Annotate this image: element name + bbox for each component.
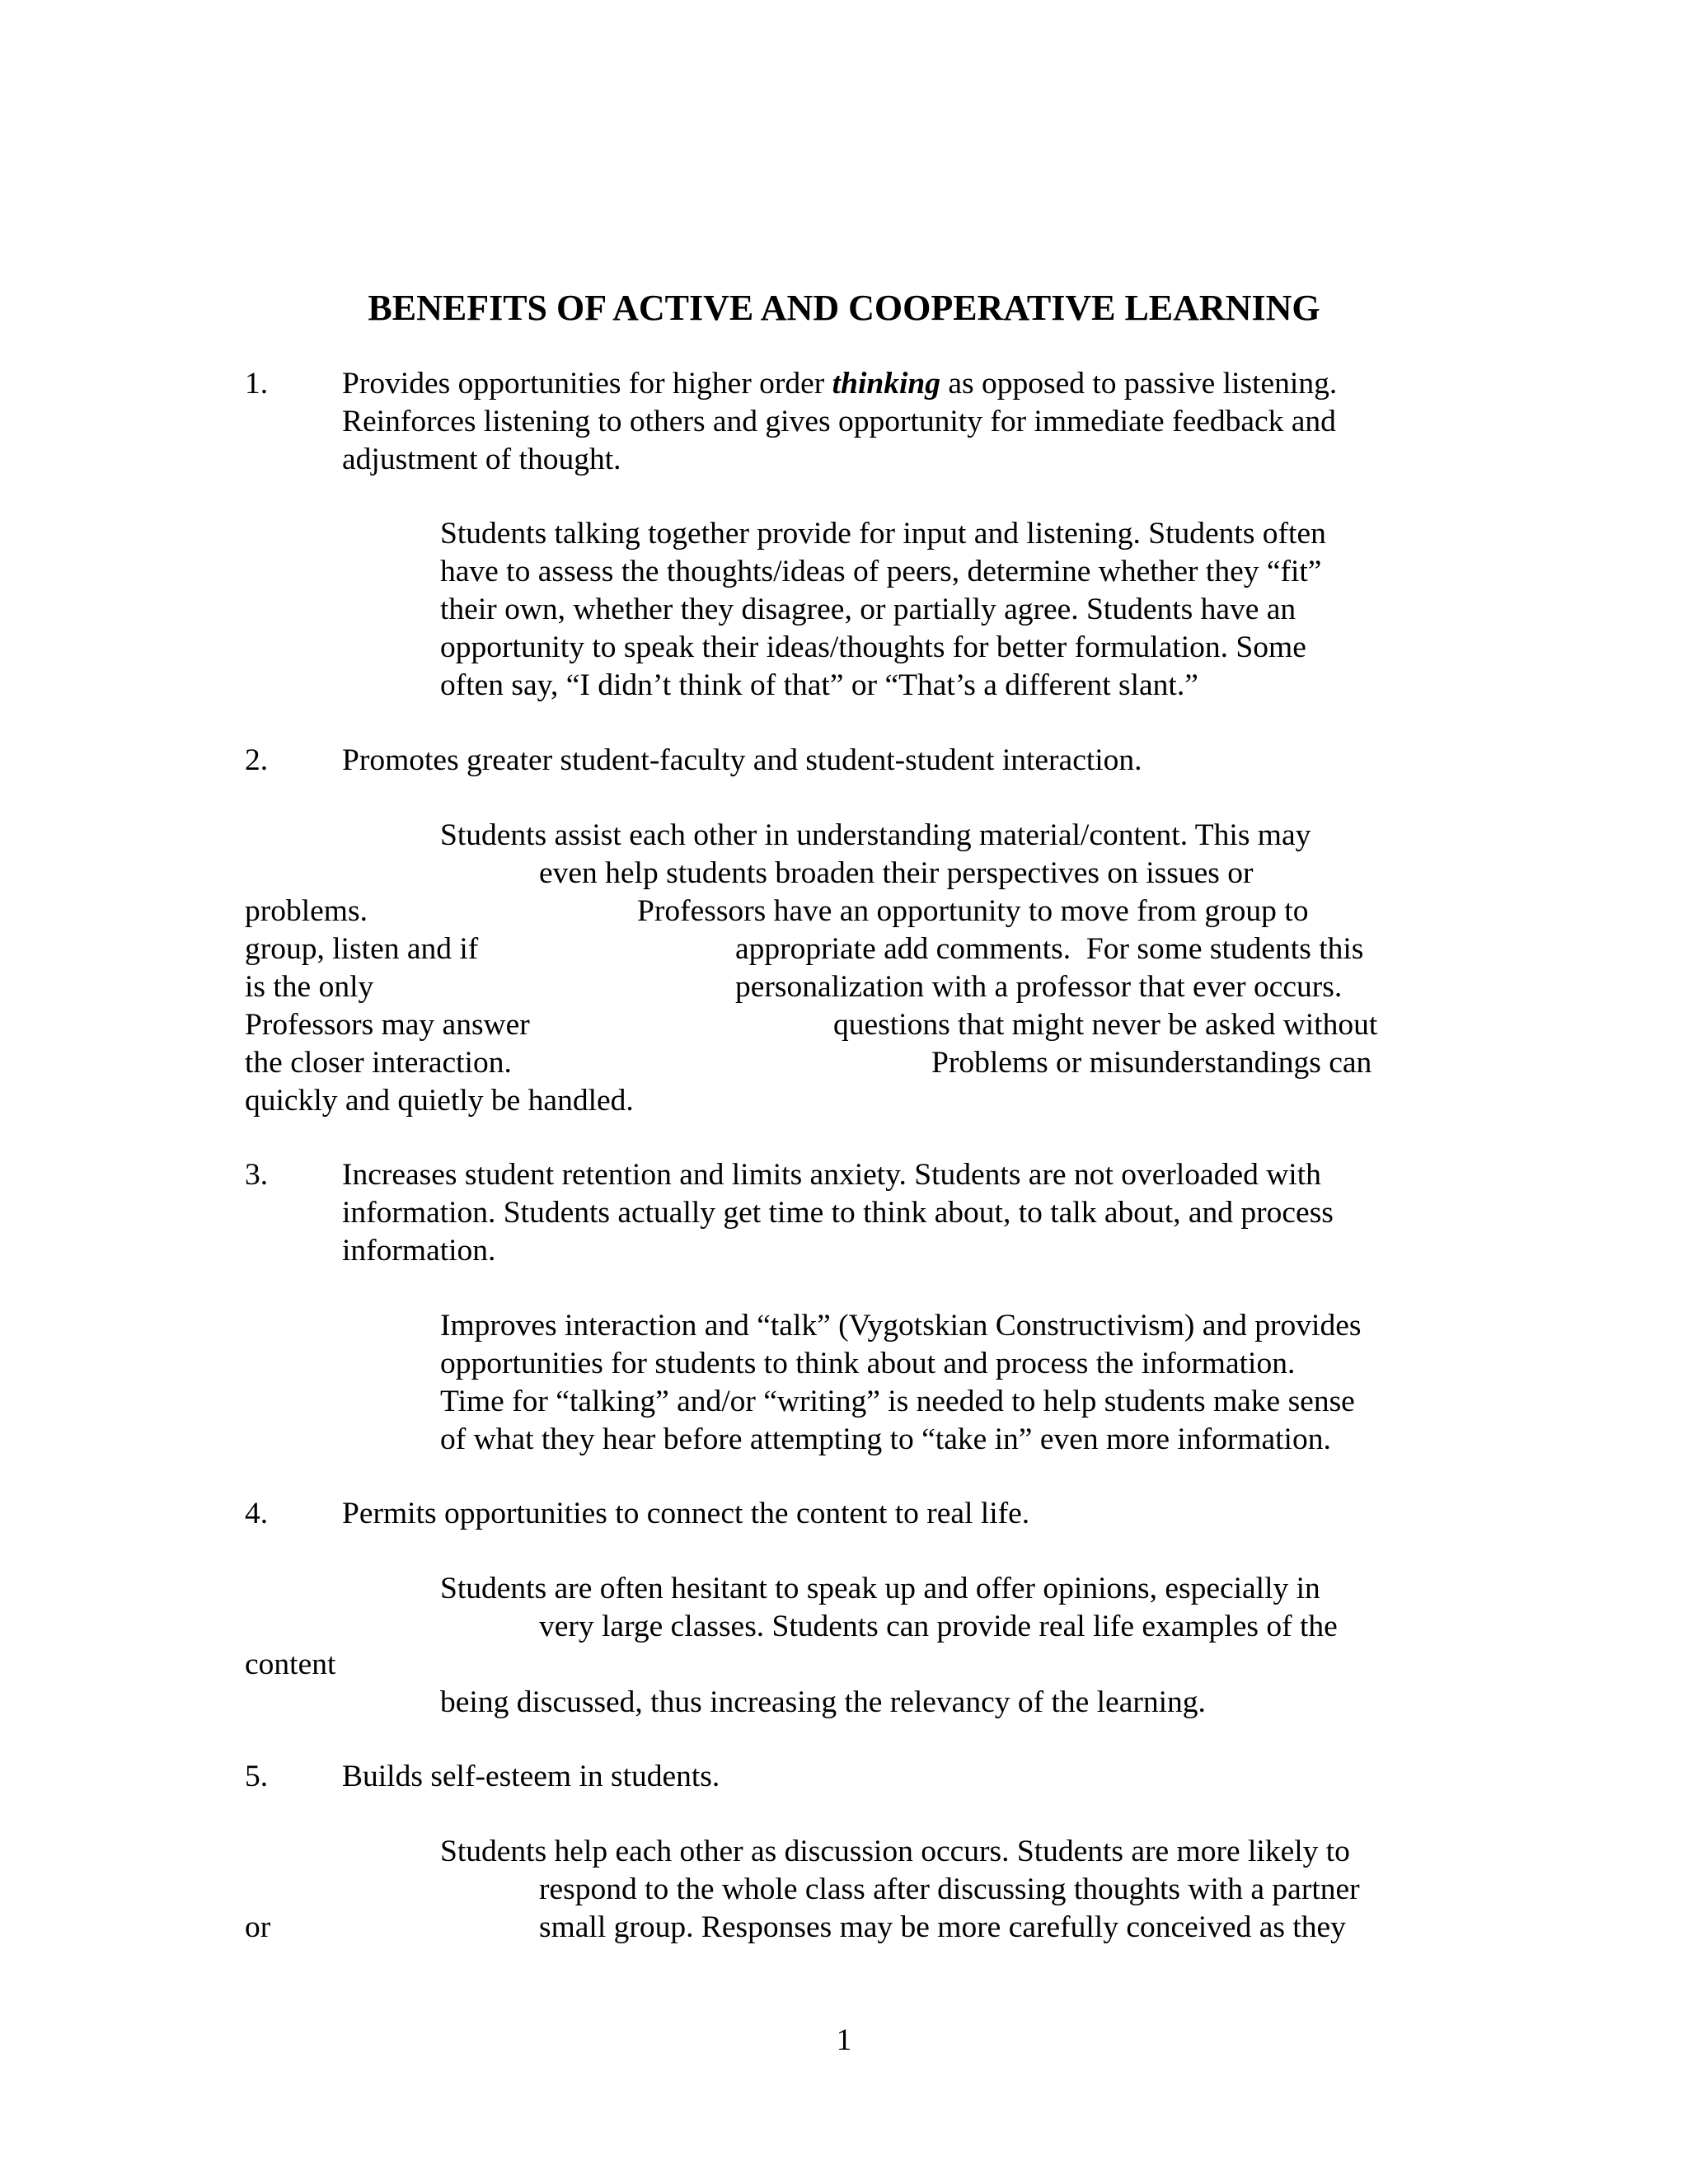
- item-3-para-line: Improves interaction and “talk” (Vygotskian Constructivism) and provides: [440, 1309, 1362, 1343]
- item-4-para-line: being discussed, thus increasing the relevancy of the learning.: [440, 1685, 1206, 1719]
- item-2-para-line: Professors have an opportunity to move from group to: [637, 894, 1309, 928]
- page-title: BENEFITS OF ACTIVE AND COOPERATIVE LEARNING: [368, 288, 1320, 328]
- item-4-para-line: content: [245, 1647, 336, 1681]
- item-4-para-line: very large classes. Students can provide real life examples of the: [539, 1610, 1338, 1643]
- item-3-heading-line: information.: [342, 1234, 496, 1268]
- item-5-heading: Builds self-esteem in students.: [342, 1760, 720, 1793]
- item-5-para-line: or: [245, 1910, 271, 1944]
- item-1-heading-line-1: [342, 365, 1337, 403]
- item-3-heading-line: information. Students actually get time to think about, to talk about, and process: [342, 1196, 1334, 1230]
- item-2-para-line: the closer interaction.: [245, 1046, 512, 1080]
- item-2-para-line: quickly and quietly be handled.: [245, 1084, 634, 1118]
- item-1-para-line: have to assess the thoughts/ideas of peers, determine whether they “fit”: [440, 555, 1322, 588]
- item-5-number: 5.: [245, 1760, 269, 1793]
- item-5-para-line: Students help each other as discussion occurs. Students are more likely to: [440, 1835, 1350, 1868]
- item-2-para-line: is the only: [245, 970, 374, 1004]
- item-2-para-line: Problems or misunderstandings can: [931, 1046, 1372, 1080]
- item-3-para-line: opportunities for students to think about and process the information.: [440, 1347, 1296, 1380]
- item-3-heading-line: Increases student retention and limits anxiety. Students are not overloaded with: [342, 1158, 1321, 1192]
- item-5-para-line: respond to the whole class after discussing thoughts with a partner: [539, 1872, 1360, 1906]
- item-2-heading: Promotes greater student-faculty and student-student interaction.: [342, 743, 1142, 777]
- item-2-number: 2.: [245, 743, 269, 777]
- page-number: 1: [836, 2023, 852, 2057]
- item-1-heading-text-end: as opposed to passive listening.: [940, 367, 1338, 401]
- item-1-para-line: opportunity to speak their ideas/thoughts for better formulation. Some: [440, 630, 1306, 664]
- item-4-heading: Permits opportunities to connect the content to real life.: [342, 1497, 1030, 1530]
- item-1-emphasis: thinking: [832, 367, 940, 401]
- item-3-para-line: Time for “talking” and/or “writing” is needed to help students make sense: [440, 1385, 1355, 1418]
- item-1-heading-line-3: adjustment of thought.: [342, 443, 621, 476]
- item-1-para-line: often say, “I didn’t think of that” or “That’s a different slant.”: [440, 668, 1198, 702]
- item-1-heading-text: Provides opportunities for higher order: [342, 367, 832, 401]
- item-2-para-line: appropriate add comments. For some students this: [735, 932, 1364, 966]
- item-1-para-line: their own, whether they disagree, or partially agree. Students have an: [440, 593, 1296, 626]
- item-4-number: 4.: [245, 1497, 269, 1530]
- item-1-para-line: Students talking together provide for input and listening. Students often: [440, 517, 1326, 551]
- item-1-heading-line-2: Reinforces listening to others and gives opportunity for immediate feedback and: [342, 405, 1336, 438]
- item-5-para-line: small group. Responses may be more carefully conceived as they: [539, 1910, 1346, 1944]
- item-4-para-line: Students are often hesitant to speak up and offer opinions, especially in: [440, 1572, 1320, 1605]
- item-2-para-line: problems.: [245, 894, 368, 928]
- item-1-number: 1.: [245, 367, 269, 401]
- item-2-para-line: group, listen and if: [245, 932, 479, 966]
- item-3-para-line: of what they hear before attempting to “take in” even more information.: [440, 1422, 1331, 1456]
- item-2-para-line: questions that might never be asked without: [833, 1008, 1378, 1042]
- item-2-para-line: Professors may answer: [245, 1008, 530, 1042]
- item-3-number: 3.: [245, 1158, 269, 1192]
- item-2-para-line: even help students broaden their perspectives on issues or: [539, 856, 1254, 890]
- item-2-para-line: personalization with a professor that ever occurs.: [735, 970, 1343, 1004]
- item-2-para-line: Students assist each other in understanding material/content. This may: [440, 818, 1311, 852]
